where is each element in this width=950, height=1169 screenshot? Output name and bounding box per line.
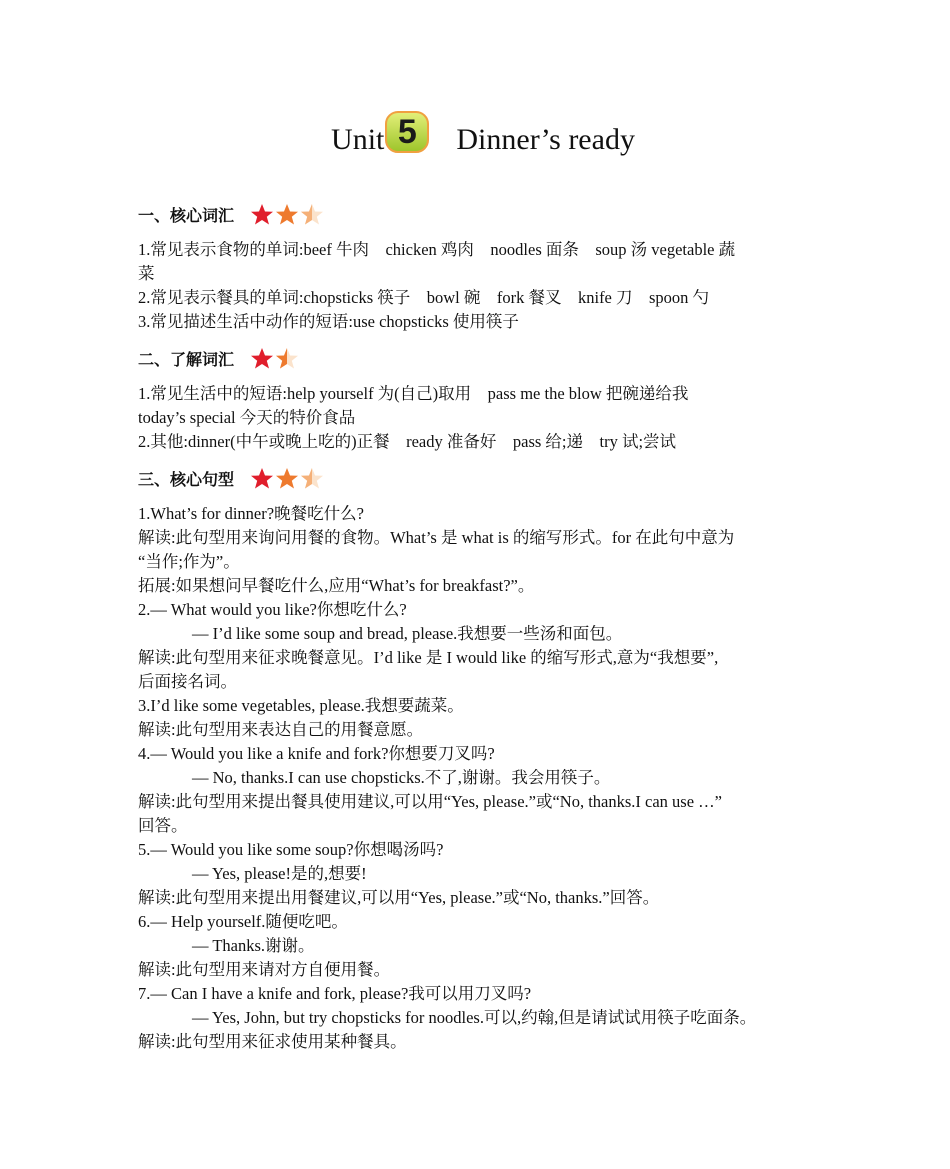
text-line: 7.— Can I have a knife and fork, please?我可以用刀叉吗? [138,984,532,1003]
half-star-icon [300,203,324,225]
section-heading-understand-vocab [138,344,300,372]
text-line: 3.常见描述生活中动作的短语:use chopsticks 使用筷子 [138,312,519,331]
text-line: — Yes, please!是的,想要! [192,864,367,883]
unit-word: Unit [331,123,385,157]
section-title: 一、核心词汇 [138,205,235,225]
star-icon [250,203,274,225]
text-line: “当作;作为”。 [138,552,240,571]
text-line: 解读:此句型用来询问用餐的食物。What’s 是 what is 的缩写形式。for 在此句中意为 [138,528,735,547]
text-line: 1.常见表示食物的单词:beef 牛肉 chicken 鸡肉 noodles 面条 soup 汤 vegetable 蔬 [138,240,736,259]
text-line: 6.— Help yourself.随便吃吧。 [138,912,348,931]
star-icon [275,467,299,489]
section-title: 二、了解词汇 [138,349,235,369]
text-line: — No, thanks.I can use chopsticks.不了,谢谢。我会用筷子。 [192,768,611,787]
text-line: 2.其他:dinner(中午或晚上吃的)正餐 ready 准备好 pass 给;递 try 试;尝试 [138,432,677,451]
rating-stars [250,347,300,369]
text-line: 1.What’s for dinner?晚餐吃什么? [138,504,364,523]
text-line: — I’d like some soup and bread, please.我想要一些汤和面包。 [192,624,623,643]
text-line: — Thanks.谢谢。 [192,936,315,955]
text-line: 解读:此句型用来提出餐具使用建议,可以用“Yes, please.”或“No, thanks.I can use …” [138,792,722,811]
text-line: 2.常见表示餐具的单词:chopsticks 筷子 bowl 碗 fork 餐叉 knife 刀 spoon 勺 [138,288,710,307]
text-line: 解读:此句型用来请对方自便用餐。 [138,960,391,979]
text-line: — Yes, John, but try chopsticks for noodles.可以,约翰,但是请试试用筷子吃面条。 [192,1008,757,1027]
text-line: 2.— What would you like?你想吃什么? [138,600,407,619]
understand-vocab-content [138,382,828,454]
half-star-icon [275,347,299,369]
text-line: 4.— Would you like a knife and fork?你想要刀叉吗? [138,744,495,763]
unit-number-badge [384,110,430,154]
section-heading-core-sentences [138,464,325,492]
core-sentences-content [138,502,828,1054]
text-line: 拓展:如果想问早餐吃什么,应用“What’s for breakfast?”。 [138,576,535,595]
rating-stars [250,467,325,489]
text-line: 回答。 [138,816,188,835]
core-vocab-content [138,238,828,334]
text-line: 5.— Would you like some soup?你想喝汤吗? [138,840,444,859]
section-heading-core-vocab [138,200,325,228]
text-line: 3.I’d like some vegetables, please.我想要蔬菜。 [138,696,464,715]
page-title [138,113,828,162]
text-line: 后面接名词。 [138,672,237,691]
rating-stars [250,203,325,225]
text-line: 解读:此句型用来表达自己的用餐意愿。 [138,720,424,739]
unit-number: 5 [397,113,417,152]
half-star-icon [300,467,324,489]
star-icon [275,203,299,225]
text-line: 1.常见生活中的短语:help yourself 为(自己)取用 pass me the blow 把碗递给我 [138,384,689,403]
star-icon [250,467,274,489]
text-line: 解读:此句型用来提出用餐建议,可以用“Yes, please.”或“No, thanks.”回答。 [138,888,660,907]
section-title: 三、核心句型 [138,469,235,489]
star-icon [250,347,274,369]
text-line: 解读:此句型用来征求晚餐意见。I’d like 是 I would like 的缩写形式,意为“我想要”, [138,648,719,667]
unit-name: Dinner’s ready [456,123,635,157]
text-line: 菜 [138,264,155,283]
text-line: today’s special 今天的特价食品 [138,408,356,427]
text-line: 解读:此句型用来征求使用某种餐具。 [138,1032,407,1051]
